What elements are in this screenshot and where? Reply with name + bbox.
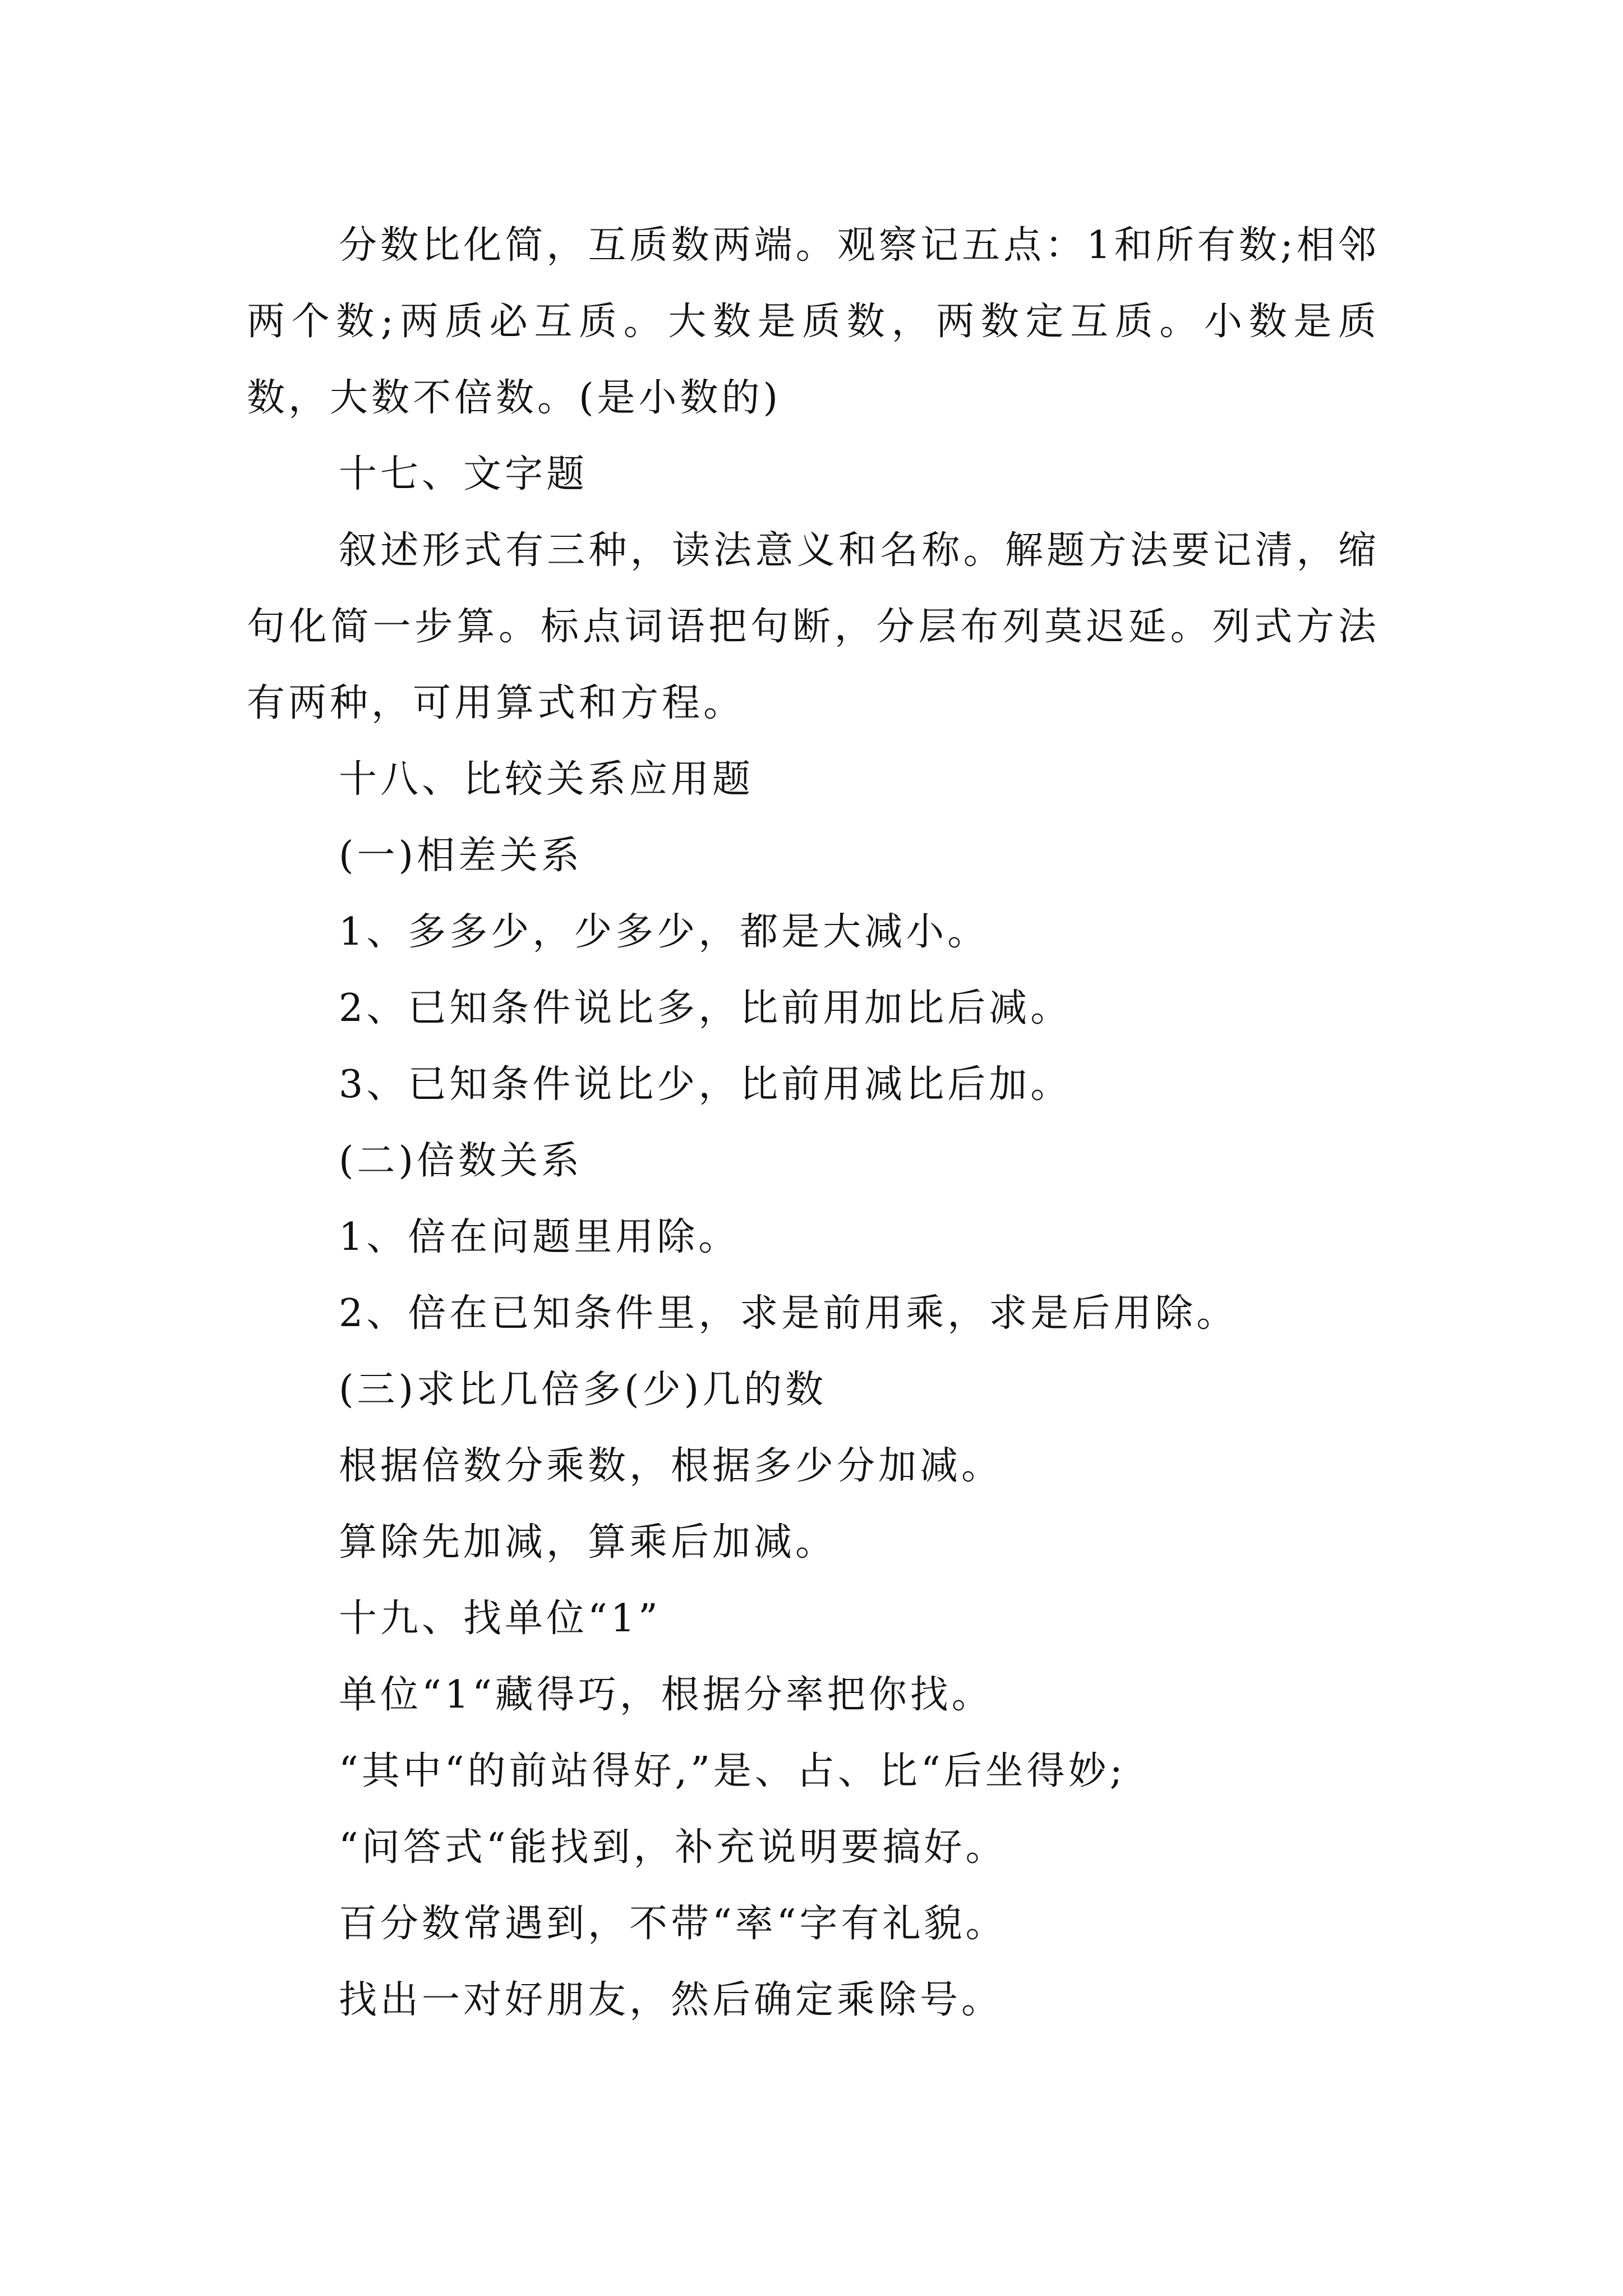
heading-18-comparison: 十八、比较关系应用题 bbox=[339, 757, 754, 802]
document-body bbox=[247, 208, 1380, 2039]
subheading-difference: (一)相差关系 bbox=[339, 834, 583, 878]
list-item: 2、倍在已知条件里，求是前用乘，求是后用除。 bbox=[339, 1291, 1238, 1336]
subheading-multiple: (二)倍数关系 bbox=[339, 1139, 583, 1183]
text-line: 找出一对好朋友，然后确定乘除号。 bbox=[339, 1978, 1003, 2022]
subheading-times-more-less: (三)求比几倍多(少)几的数 bbox=[339, 1368, 827, 1412]
heading-17-word-problems: 十七、文字题 bbox=[339, 452, 588, 496]
text-line: 百分数常遇到，不带“率“字有礼貌。 bbox=[339, 1902, 1007, 1946]
text-line: “其中“的前站得好,”是、占、比“后坐得妙; bbox=[339, 1749, 1126, 1793]
paragraph-coprime-rules: 分数比化简，互质数两端。观察记五点：1和所有数;相邻两个数;两质必互质。大数是质数，两数定互质。小数是质数，大数不倍数。(是小数的) bbox=[247, 223, 1380, 420]
text-line: “问答式“能找到，补充说明要搞好。 bbox=[339, 1825, 1007, 1870]
paragraph-word-problems: 叙述形式有三种，读法意义和名称。解题方法要记清，缩句化简一步算。标点词语把句断，分层布列莫迟延。列式方法有两种，可用算式和方程。 bbox=[247, 528, 1380, 725]
text-line: 单位“1“藏得巧，根据分率把你找。 bbox=[339, 1673, 993, 1717]
heading-19-unit-one: 十九、找单位“1” bbox=[339, 1596, 661, 1641]
list-item: 1、多多少，少多少，都是大减小。 bbox=[339, 910, 989, 954]
list-item: 2、已知条件说比多，比前用加比后减。 bbox=[339, 986, 1072, 1030]
list-item: 3、已知条件说比少，比前用减比后加。 bbox=[339, 1062, 1072, 1107]
list-item: 1、倍在问题里用除。 bbox=[339, 1215, 740, 1259]
text-line: 根据倍数分乘数，根据多少分加减。 bbox=[339, 1444, 1003, 1488]
text-line: 算除先加减，算乘后加减。 bbox=[339, 1520, 837, 1565]
